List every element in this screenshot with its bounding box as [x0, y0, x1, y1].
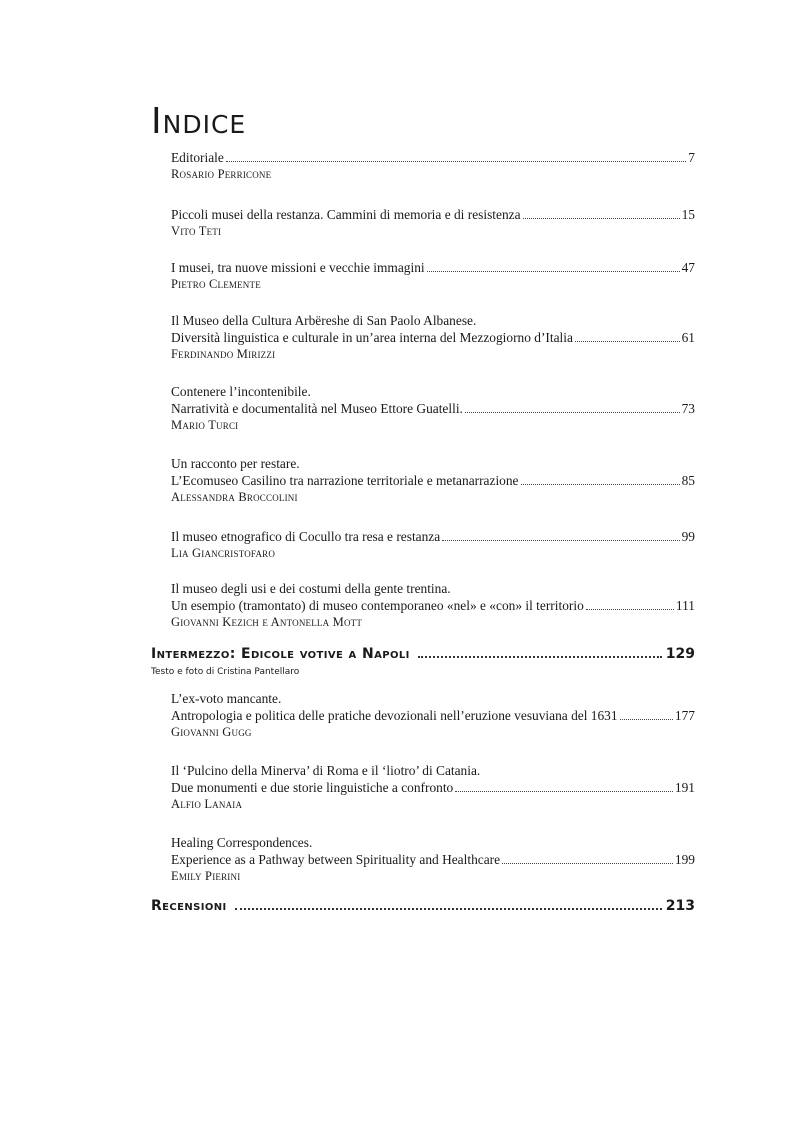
toc-entry-line [171, 312, 695, 329]
toc-entry [171, 259, 695, 292]
entry-subtitle: L’Ecomuseo Casilino tra narrazione territoriale e metanarrazione [171, 473, 519, 488]
entry-subtitle: Narratività e documentalità nel Museo Ettore Guatelli. [171, 401, 463, 416]
page-number: 213 [665, 898, 695, 914]
entry-title: Il ‘Pulcino della Minerva’ di Roma e il ‘liotro’ di Catania. [171, 763, 481, 778]
entry-title: I musei, tra nuove missioni e vecchie immagini [171, 260, 425, 275]
toc-entry-line [171, 762, 695, 779]
toc-entry [171, 690, 695, 740]
entry-title: Editoriale [171, 150, 224, 165]
toc-entry [171, 206, 695, 239]
entry-title: Un racconto per restare. [171, 456, 300, 471]
dot-leader [226, 161, 686, 162]
dot-leader [523, 218, 680, 219]
section-credit: Testo e foto di Cristina Pantellaro [151, 667, 300, 677]
toc-entry-line [171, 834, 695, 851]
toc-entry-line [171, 690, 695, 707]
section-title: Recensioni [151, 898, 227, 914]
entry-title: L’ex-voto mancante. [171, 691, 282, 706]
entry-author: Rosario Perricone [171, 167, 272, 181]
toc-entry-line [171, 149, 695, 166]
toc-entry [171, 455, 695, 505]
dot-leader [455, 791, 673, 792]
toc-entry [171, 834, 695, 884]
page-number: 111 [675, 598, 695, 613]
toc-entry-line [171, 779, 695, 796]
dot-leader [620, 719, 673, 720]
toc-entry [171, 762, 695, 812]
dot-leader [418, 656, 662, 658]
entry-title: Contenere l’incontenibile. [171, 384, 311, 399]
toc-entry [171, 528, 695, 561]
entry-title: Healing Correspondences. [171, 835, 313, 850]
entry-author: Mario Turci [171, 418, 239, 432]
entry-title: Il Museo della Cultura Arbëreshe di San Paolo Albanese. [171, 313, 477, 328]
page-number: 61 [681, 330, 695, 345]
dot-leader [521, 484, 680, 485]
entry-author: Lia Giancristofaro [171, 546, 276, 560]
toc-entry-line [171, 206, 695, 223]
entry-subtitle: Experience as a Pathway between Spirituality and Healthcare [171, 852, 501, 867]
entry-title: Piccoli musei della restanza. Cammini di memoria e di resistenza [171, 207, 521, 222]
page-title: Indice [151, 101, 247, 142]
entry-author: Vito Teti [171, 224, 222, 238]
entry-author: Giovanni Kezich e Antonella Mott [171, 615, 363, 629]
page-number: 7 [688, 150, 695, 165]
page-number: 73 [681, 401, 695, 416]
toc-entry [171, 580, 695, 630]
toc-entry [171, 312, 695, 362]
entry-subtitle: Due monumenti e due storie linguistiche a confronto [171, 780, 454, 795]
dot-leader [442, 540, 679, 541]
entry-subtitle: Antropologia e politica delle pratiche devozionali nell’eruzione vesuviana del 1631 [171, 708, 618, 723]
page-number: 47 [681, 260, 695, 275]
toc-entry-line [171, 580, 695, 597]
toc-entry-line [171, 329, 695, 346]
entry-title: Il museo etnografico di Cocullo tra resa e restanza [171, 529, 441, 544]
toc-entry [171, 149, 695, 182]
entry-author: Giovanni Gugg [171, 725, 252, 739]
entry-author: Alfio Lanaia [171, 797, 243, 811]
toc-entry-line [171, 455, 695, 472]
toc-entry-line [171, 259, 695, 276]
page-number: 191 [674, 780, 695, 795]
dot-leader [502, 863, 673, 864]
entry-author: Ferdinando Mirizzi [171, 347, 276, 361]
section-title: Intermezzo: Edicole votive a Napoli [151, 646, 410, 662]
toc-section [151, 645, 695, 678]
dot-leader [575, 341, 680, 342]
entry-subtitle: Un esempio (tramontato) di museo contemporaneo «nel» e «con» il territorio [171, 598, 584, 613]
page-number: 129 [665, 646, 695, 662]
entry-subtitle: Diversità linguistica e culturale in un’area interna del Mezzogiorno d’Italia [171, 330, 573, 345]
toc-entry-line [171, 528, 695, 545]
toc-entry-line [171, 851, 695, 868]
page-number: 15 [681, 207, 695, 222]
dot-leader [465, 412, 680, 413]
page-number: 177 [674, 708, 695, 723]
page-number: 99 [681, 529, 695, 544]
entry-author: Alessandra Broccolini [171, 490, 298, 504]
toc-entry-line [171, 400, 695, 417]
entry-author: Emily Pierini [171, 869, 241, 883]
toc-entry [171, 383, 695, 433]
entry-title: Il museo degli usi e dei costumi della gente trentina. [171, 581, 451, 596]
dot-leader [235, 908, 662, 910]
entry-author: Pietro Clemente [171, 277, 261, 291]
toc-section-line [151, 897, 695, 915]
dot-leader [427, 271, 680, 272]
page-number: 199 [674, 852, 695, 867]
toc-entry-line [171, 472, 695, 489]
toc-entry-line [171, 707, 695, 724]
toc-entry-line [171, 383, 695, 400]
toc-section-line [151, 645, 695, 663]
page-number: 85 [681, 473, 695, 488]
toc-section [151, 897, 695, 915]
toc-entry-line [171, 597, 695, 614]
dot-leader [586, 609, 674, 610]
